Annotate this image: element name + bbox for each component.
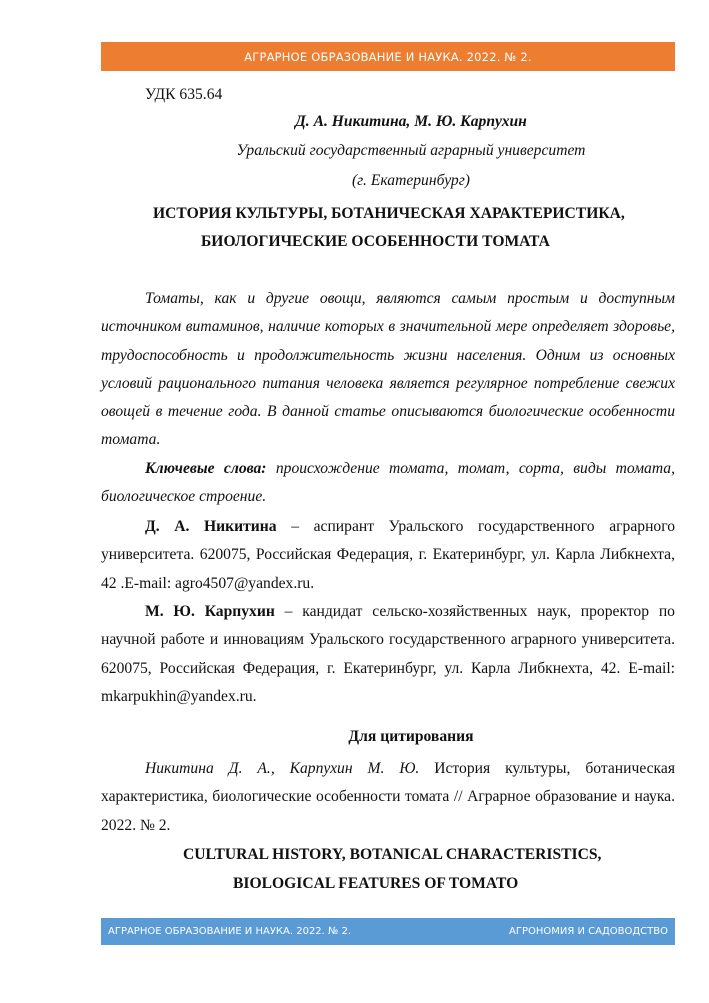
author-details: – кандидат сельско-хозяйственных наук, проректор по научной работе и инновациям Уральского государственного аграрного университета. 620075, Российская Федерация, г. Екатеринбург, ул. Карла Либкнехта, 42. E-mail: mkarpukhin@yandex.ru. [101,603,675,705]
author-details: – аспирант Уральского государственного аграрного университета. 620075, Российская Федерация, г. Екатеринбург, ул. Карла Либкнехта, 42 .E-mail: agro4507@yandex.ru. [101,518,676,592]
keywords [101,455,675,512]
affiliation-city: (г. Екатеринбург) [351,172,471,189]
abstract: Томаты, как и другие овощи, являются самым простым и доступным источником витаминов, наличие которых в значительной мере определяет здоровье, трудоспособность и продолжительность жизни населения. Одним из основных условий рационального питания человека является регулярное потребление свежих овощей в течение года. В данной статье описываются биологические особенности томата. [101,290,675,449]
title-russian [101,200,675,256]
author-info-karpukhin [101,598,675,711]
title-english-line-2: BIOLOGICAL FEATURES OF TOMATO [233,874,519,892]
author-name: Д. А. Никитина [145,518,277,535]
citation-authors: Никитина Д. А., Карпухин М. Ю. [145,760,420,777]
title-english [101,841,675,898]
footer-journal: АГРАРНОЕ ОБРАЗОВАНИЕ И НАУКА. 2022. № 2. [108,926,352,937]
footer-section: АГРОНОМИЯ И САДОВОДСТВО [509,926,668,937]
keywords-text: происхождение томата, томат, сорта, виды томата, биологическое строение. [101,460,675,506]
author-info-nikitina [101,513,675,598]
running-header [101,42,675,71]
running-footer [101,918,675,945]
citation [101,755,675,840]
title-english-line-1: CULTURAL HISTORY, BOTANICAL CHARACTERISTICS, [183,846,602,863]
header-journal: АГРАРНОЕ ОБРАЗОВАНИЕ И НАУКА. 2022. № 2. [244,50,532,64]
affiliation: Уральский государственный аграрный университет [236,142,586,159]
udk-code: УДК 635.64 [145,86,223,103]
author-name: М. Ю. Карпухин [145,603,275,620]
citation-heading: Для цитирования [348,728,474,745]
authors-line: Д. А. Никитина, М. Ю. Карпухин [295,113,527,130]
title-russian-line-1: ИСТОРИЯ КУЛЬТУРЫ, БОТАНИЧЕСКАЯ ХАРАКТЕРИСТИКА, [153,205,625,222]
title-russian-line-2: БИОЛОГИЧЕСКИЕ ОСОБЕННОСТИ ТОМАТА [201,233,550,250]
citation-text: История культуры, ботаническая характеристика, биологические особенности томата // Аграрное образование и наука. 2022. № 2. [101,760,675,834]
keywords-label: Ключевые слова: [145,460,267,477]
